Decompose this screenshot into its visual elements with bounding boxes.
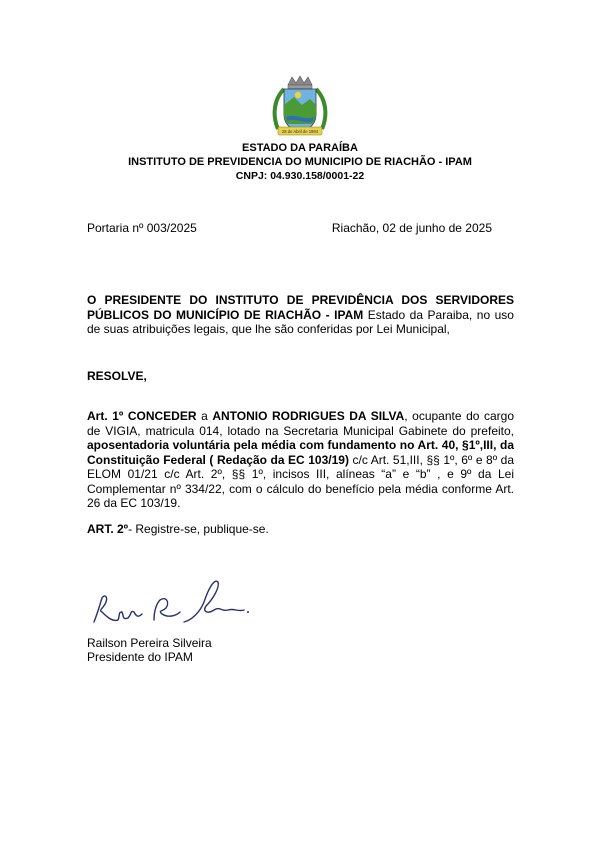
crest-motto: 28 de Abril de 1994 — [281, 129, 319, 134]
signatory-block — [87, 636, 212, 664]
art2-label: ART. 2º — [87, 522, 129, 536]
article-2-paragraph — [87, 522, 269, 536]
municipal-crest-logo — [268, 75, 332, 139]
preamble-rest: Estado da Paraiba, no uso de suas atribuições legais, que lhe são conferidas por Lei Municipal, — [87, 307, 514, 336]
place-date: Riachão, 02 de junho de 2025 — [331, 221, 492, 235]
art1-connector: a — [196, 409, 213, 423]
preamble-paragraph — [87, 293, 514, 337]
art2-text: - Registre-se, publique-se. — [128, 522, 269, 536]
article-1-paragraph — [87, 409, 514, 511]
institute-heading: INSTITUTO DE PREVIDENCIA DO MUNICIPIO DE RIACHÃO - IPAM — [128, 156, 472, 168]
resolve-heading: RESOLVE, — [87, 369, 147, 383]
art1-retirement: aposentadoria voluntária pela média com fundamento no Art. 40, §1º,III, da Constituição Federal ( Redação da EC 103/19) — [87, 438, 514, 467]
cnpj-line: CNPJ: 04.930.158/0001-22 — [235, 170, 365, 182]
ordinance-number: Portaria nº 003/2025 — [87, 221, 197, 235]
handwritten-signature — [88, 572, 258, 634]
art1-lead: Art. 1º CONCEDER — [87, 409, 197, 423]
art1-legal-basis: c/c Art. 51,III, §§ 1º, 6º e 8º da ELOM 01/21 c/c Art. 2º, §§ 1º, incisos III, alíneas “a” e “b” , e 9º da Lei Complementar nº 334/22, com o cálculo do benefício pela média conforme Art. 26 da EC 103/19. — [87, 452, 514, 510]
preamble-bold: O PRESIDENTE DO INSTITUTO DE PREVIDÊNCIA DOS SERVIDORES PÚBLICOS DO MUNICÍPIO DE RIACHÃO - IPAM — [87, 293, 514, 322]
state-heading: ESTADO DA PARAÍBA — [242, 142, 358, 154]
signatory-name: Railson Pereira Silveira — [87, 636, 212, 650]
beneficiary-name: ANTONIO RODRIGUES DA SILVA — [212, 409, 405, 423]
signatory-title: Presidente do IPAM — [87, 650, 193, 664]
art1-details: , ocupante do cargo de VIGIA, matricula 014, lotado na Secretaria Municipal Gabinete do prefeito, — [87, 409, 515, 438]
